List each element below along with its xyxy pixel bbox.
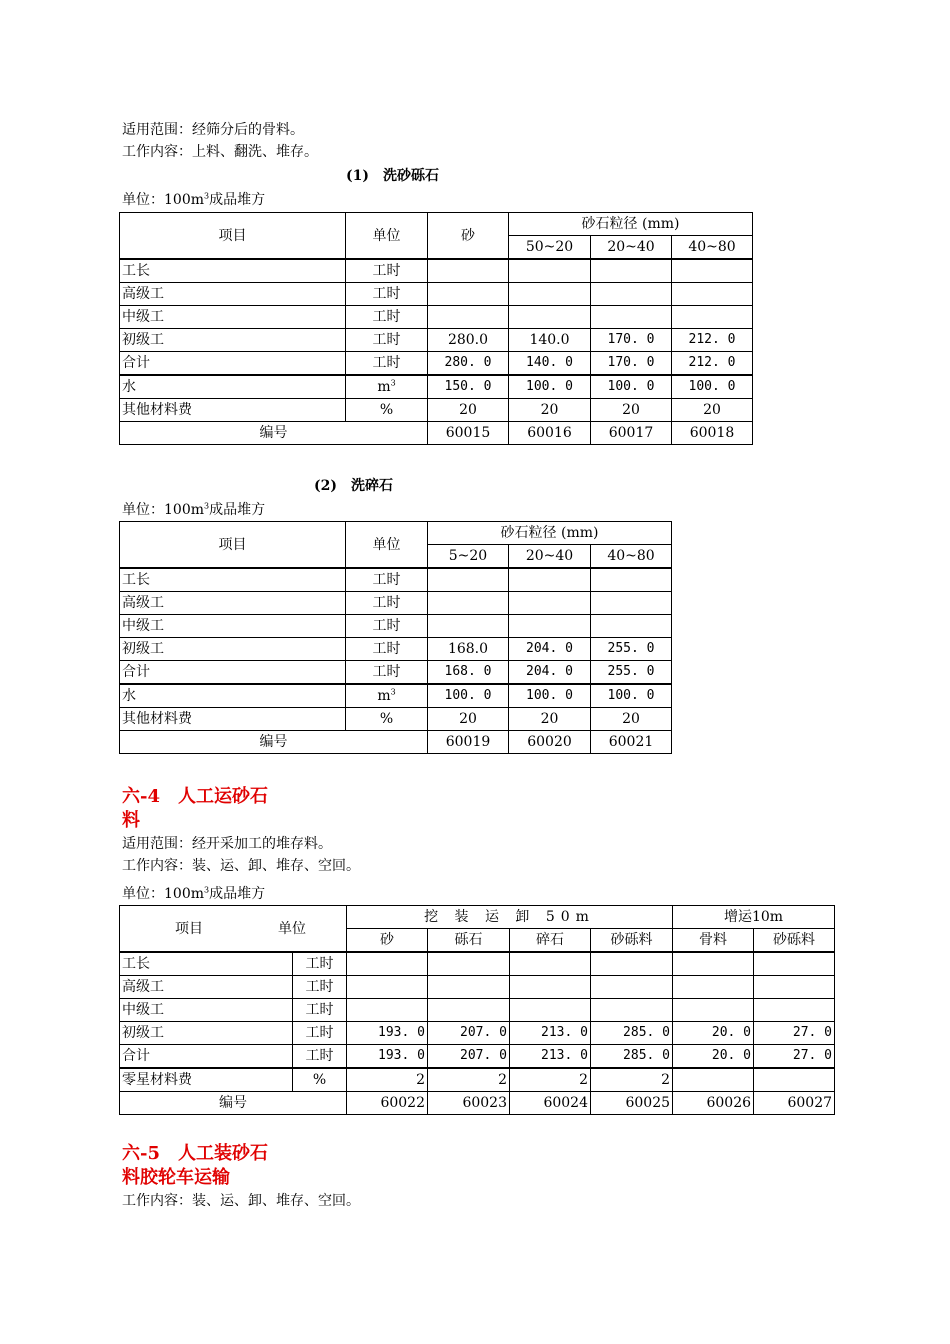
table2-title: (2) 洗碎石 — [314, 478, 393, 494]
table2-unit: 单位：$100m^3$成品堆方 — [122, 501, 266, 518]
header-load-transport: 挖 装 运 卸 50m — [347, 906, 673, 929]
header-size: 40~80 — [672, 236, 753, 260]
table1-title: (1) 洗砂砾石 — [346, 168, 439, 184]
scope-text: 适用范围：经开采加工的堆存料。 — [122, 836, 332, 852]
table-row: 合计 工时 280. 0 140. 0 170. 0 212. 0 — [120, 352, 753, 376]
table3: 项目 单位 挖 装 运 卸 50m 增运10m 砂 砾石 碎石 砂砾料 骨料 砂砾料 工长 工时 高级工 工时 中级工 工时 初级工 工时 193. 0 207. 0 213. 0 285. 0 20. 0 27. 0 合计 工时 193. 0 207. 0 213. 0 285. 0 20. 0 27. 0 零星材料费 % 2 2 2 2 编号 60022 60023 60024 60025 60026 60027 — [119, 905, 835, 1115]
table-row: 合计 工时 193. 0 207. 0 213. 0 285. 0 20. 0 27. 0 — [120, 1045, 835, 1069]
table3-unit: 单位：$100m^3$成品堆方 — [122, 885, 266, 902]
table-row: 零星材料费 % 2 2 2 2 — [120, 1068, 835, 1092]
code-row: 编号 60022 60023 60024 60025 60026 60027 — [120, 1092, 835, 1115]
table-row: 水 $m^3$ 150. 0 100. 0 100. 0 100. 0 — [120, 375, 753, 399]
header-sand: 砂 — [428, 213, 509, 260]
table-row: 中级工 工时 — [120, 999, 835, 1022]
header-size: 50~20 — [509, 236, 591, 260]
header-size: 5~20 — [428, 545, 509, 569]
table1 — [119, 212, 753, 445]
table1-unit: 单位：$100m^3$成品堆方 — [122, 191, 266, 208]
table-row: 初级工 工时 193. 0 207. 0 213. 0 285. 0 20. 0 27. 0 — [120, 1022, 835, 1045]
work-content-text: 工作内容：装、运、卸、堆存、空回。 — [122, 1193, 360, 1209]
section-heading-6-5: 六-5 人工装砂石 — [122, 1143, 268, 1164]
table2 — [119, 521, 672, 754]
table-row: 初级工 工时 168.0 204. 0 255. 0 — [120, 638, 672, 661]
section-heading-6-4-cont: 料 — [122, 810, 140, 831]
header-grain-size: 砂石粒径 (mm) — [509, 213, 753, 236]
header-size: 20~40 — [509, 545, 591, 569]
header-item: 项目 — [120, 213, 346, 260]
table-row: 合计 工时 168. 0 204. 0 255. 0 — [120, 661, 672, 685]
code-row: 编号 60019 60020 60021 — [120, 731, 672, 754]
header-size: 40~80 — [591, 545, 672, 569]
header-item: 项目 单位 — [120, 906, 347, 953]
header-item: 项目 — [120, 522, 346, 569]
table-row: 其他材料费 % 20 20 20 — [120, 708, 672, 731]
scope-text: 适用范围：经筛分后的骨料。 — [122, 122, 304, 138]
code-row: 编号 60015 60016 60017 60018 — [120, 422, 753, 445]
work-content-text: 工作内容：上料、翻洗、堆存。 — [122, 144, 318, 160]
header-unit: 单位 — [346, 522, 428, 569]
table-row: 水 $m^3$ 100. 0 100. 0 100. 0 — [120, 684, 672, 708]
table-row: 工长 工时 — [120, 259, 753, 283]
table-row: 高级工 工时 — [120, 592, 672, 615]
table-row: 中级工 工时 — [120, 615, 672, 638]
table-row: 高级工 工时 — [120, 976, 835, 999]
header-extra-transport: 增运10m — [673, 906, 835, 929]
table-row: 中级工 工时 — [120, 306, 753, 329]
table-row: 初级工 工时 280.0 140.0 170. 0 212. 0 — [120, 329, 753, 352]
table-row: 工长 工时 — [120, 952, 835, 976]
table-row: 其他材料费 % 20 20 20 20 — [120, 399, 753, 422]
header-unit: 单位 — [346, 213, 428, 260]
table-row: 高级工 工时 — [120, 283, 753, 306]
work-content-text: 工作内容：装、运、卸、堆存、空回。 — [122, 858, 360, 874]
table-row: 工长 工时 — [120, 568, 672, 592]
section-heading-6-4: 六-4 人工运砂石 — [122, 786, 268, 807]
section-heading-6-5-cont: 料胶轮车运输 — [122, 1167, 230, 1188]
header-grain-size: 砂石粒径 (mm) — [428, 522, 672, 545]
header-size: 20~40 — [591, 236, 672, 260]
